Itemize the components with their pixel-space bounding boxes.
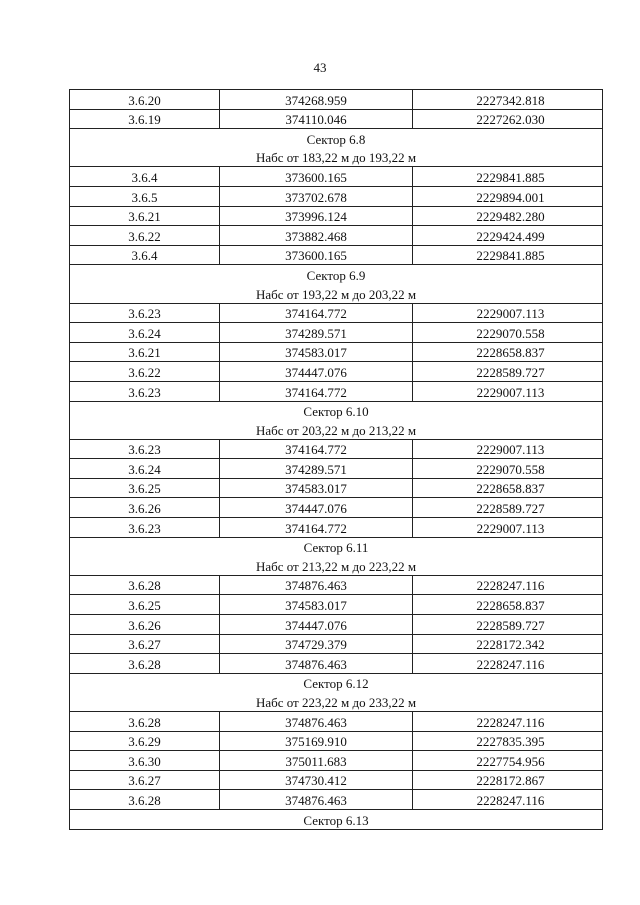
table-row — [70, 575, 603, 595]
point-number-cell: 3.6.28 — [70, 790, 220, 810]
x-coordinate-cell: 374447.076 — [220, 615, 413, 635]
x-coordinate-cell: 374583.017 — [220, 595, 413, 615]
sector-title: Сектор 6.10 — [70, 401, 603, 420]
point-number-cell: 3.6.22 — [70, 226, 220, 246]
y-coordinate-cell: 2227835.395 — [413, 731, 603, 751]
y-coordinate-cell: 2228247.116 — [413, 790, 603, 810]
table-row — [70, 712, 603, 732]
point-number-cell: 3.6.4 — [70, 167, 220, 187]
table-row — [70, 654, 603, 674]
point-number-cell: 3.6.23 — [70, 518, 220, 538]
point-number-cell: 3.6.25 — [70, 595, 220, 615]
x-coordinate-cell: 374730.412 — [220, 770, 413, 790]
sector-height-range: Набс от 213,22 м до 223,22 м — [70, 556, 603, 575]
point-number-cell: 3.6.28 — [70, 654, 220, 674]
sector-title-row — [70, 673, 603, 692]
y-coordinate-cell: 2227754.956 — [413, 751, 603, 771]
table-row — [70, 459, 603, 479]
y-coordinate-cell: 2228172.867 — [413, 770, 603, 790]
x-coordinate-cell: 374164.772 — [220, 518, 413, 538]
table-row — [70, 90, 603, 110]
table-row — [70, 498, 603, 518]
x-coordinate-cell: 374268.959 — [220, 90, 413, 110]
table-row — [70, 478, 603, 498]
x-coordinate-cell: 373882.468 — [220, 226, 413, 246]
sector-range-row — [70, 148, 603, 167]
x-coordinate-cell: 374583.017 — [220, 478, 413, 498]
x-coordinate-cell: 374876.463 — [220, 654, 413, 674]
sector-title: Сектор 6.11 — [70, 537, 603, 556]
x-coordinate-cell: 374583.017 — [220, 342, 413, 362]
sector-title-row — [70, 809, 603, 829]
sector-range-row — [70, 420, 603, 439]
sector-title-row — [70, 401, 603, 420]
point-number-cell: 3.6.27 — [70, 634, 220, 654]
x-coordinate-cell: 374876.463 — [220, 575, 413, 595]
x-coordinate-cell: 374876.463 — [220, 790, 413, 810]
sector-height-range: Набс от 193,22 м до 203,22 м — [70, 284, 603, 303]
sector-title-row — [70, 129, 603, 148]
sector-range-row — [70, 556, 603, 575]
x-coordinate-cell: 373600.165 — [220, 245, 413, 265]
x-coordinate-cell: 374289.571 — [220, 459, 413, 479]
y-coordinate-cell: 2227342.818 — [413, 90, 603, 110]
point-number-cell: 3.6.29 — [70, 731, 220, 751]
point-number-cell: 3.6.5 — [70, 186, 220, 206]
x-coordinate-cell: 375169.910 — [220, 731, 413, 751]
table-row — [70, 245, 603, 265]
y-coordinate-cell: 2229424.499 — [413, 226, 603, 246]
sector-title-row — [70, 265, 603, 284]
point-number-cell: 3.6.23 — [70, 439, 220, 459]
page-number: 43 — [313, 60, 327, 75]
y-coordinate-cell: 2228247.116 — [413, 654, 603, 674]
x-coordinate-cell: 374729.379 — [220, 634, 413, 654]
x-coordinate-cell: 375011.683 — [220, 751, 413, 771]
sector-title-row — [70, 537, 603, 556]
sector-height-range: Набс от 223,22 м до 233,22 м — [70, 692, 603, 711]
sector-range-row — [70, 692, 603, 711]
point-number-cell: 3.6.28 — [70, 575, 220, 595]
y-coordinate-cell: 2229007.113 — [413, 439, 603, 459]
y-coordinate-cell: 2229070.558 — [413, 459, 603, 479]
sector-height-range: Набс от 183,22 м до 193,22 м — [70, 148, 603, 167]
y-coordinate-cell: 2229482.280 — [413, 206, 603, 226]
table-row — [70, 381, 603, 401]
table-row — [70, 634, 603, 654]
table-row — [70, 790, 603, 810]
x-coordinate-cell: 374164.772 — [220, 439, 413, 459]
point-number-cell: 3.6.24 — [70, 459, 220, 479]
point-number-cell: 3.6.24 — [70, 323, 220, 343]
point-number-cell: 3.6.22 — [70, 362, 220, 382]
point-number-cell: 3.6.26 — [70, 498, 220, 518]
y-coordinate-cell: 2229007.113 — [413, 381, 603, 401]
y-coordinate-cell: 2228589.727 — [413, 362, 603, 382]
point-number-cell: 3.6.30 — [70, 751, 220, 771]
y-coordinate-cell: 2229007.113 — [413, 518, 603, 538]
x-coordinate-cell: 374110.046 — [220, 109, 413, 129]
x-coordinate-cell: 374876.463 — [220, 712, 413, 732]
point-number-cell: 3.6.23 — [70, 303, 220, 323]
x-coordinate-cell: 374447.076 — [220, 362, 413, 382]
coordinates-table — [69, 89, 603, 830]
point-number-cell: 3.6.28 — [70, 712, 220, 732]
y-coordinate-cell: 2228247.116 — [413, 575, 603, 595]
y-coordinate-cell: 2228658.837 — [413, 478, 603, 498]
y-coordinate-cell: 2228247.116 — [413, 712, 603, 732]
sector-title: Сектор 6.9 — [70, 265, 603, 284]
sector-title: Сектор 6.13 — [70, 809, 603, 829]
y-coordinate-cell: 2228658.837 — [413, 342, 603, 362]
point-number-cell: 3.6.20 — [70, 90, 220, 110]
table-row — [70, 226, 603, 246]
table-row — [70, 186, 603, 206]
point-number-cell: 3.6.25 — [70, 478, 220, 498]
y-coordinate-cell: 2229841.885 — [413, 167, 603, 187]
table-row — [70, 109, 603, 129]
table-row — [70, 206, 603, 226]
point-number-cell: 3.6.26 — [70, 615, 220, 635]
y-coordinate-cell: 2227262.030 — [413, 109, 603, 129]
y-coordinate-cell: 2228658.837 — [413, 595, 603, 615]
y-coordinate-cell: 2229070.558 — [413, 323, 603, 343]
sector-title: Сектор 6.12 — [70, 673, 603, 692]
y-coordinate-cell: 2229841.885 — [413, 245, 603, 265]
y-coordinate-cell: 2229007.113 — [413, 303, 603, 323]
point-number-cell: 3.6.23 — [70, 381, 220, 401]
x-coordinate-cell: 373702.678 — [220, 186, 413, 206]
table-row — [70, 439, 603, 459]
table-row — [70, 751, 603, 771]
table-body — [70, 90, 603, 830]
table-row — [70, 770, 603, 790]
y-coordinate-cell: 2228589.727 — [413, 615, 603, 635]
table-row — [70, 362, 603, 382]
table-row — [70, 342, 603, 362]
point-number-cell: 3.6.27 — [70, 770, 220, 790]
table-row — [70, 731, 603, 751]
table-row — [70, 518, 603, 538]
table-row — [70, 303, 603, 323]
x-coordinate-cell: 374289.571 — [220, 323, 413, 343]
point-number-cell: 3.6.21 — [70, 342, 220, 362]
x-coordinate-cell: 373600.165 — [220, 167, 413, 187]
point-number-cell: 3.6.19 — [70, 109, 220, 129]
y-coordinate-cell: 2228172.342 — [413, 634, 603, 654]
table-row — [70, 167, 603, 187]
y-coordinate-cell: 2229894.001 — [413, 186, 603, 206]
x-coordinate-cell: 374164.772 — [220, 303, 413, 323]
x-coordinate-cell: 374447.076 — [220, 498, 413, 518]
y-coordinate-cell: 2228589.727 — [413, 498, 603, 518]
point-number-cell: 3.6.4 — [70, 245, 220, 265]
sector-title: Сектор 6.8 — [70, 129, 603, 148]
x-coordinate-cell: 373996.124 — [220, 206, 413, 226]
table-row — [70, 615, 603, 635]
point-number-cell: 3.6.21 — [70, 206, 220, 226]
x-coordinate-cell: 374164.772 — [220, 381, 413, 401]
sector-range-row — [70, 284, 603, 303]
sector-height-range: Набс от 203,22 м до 213,22 м — [70, 420, 603, 439]
table-row — [70, 323, 603, 343]
table-row — [70, 595, 603, 615]
